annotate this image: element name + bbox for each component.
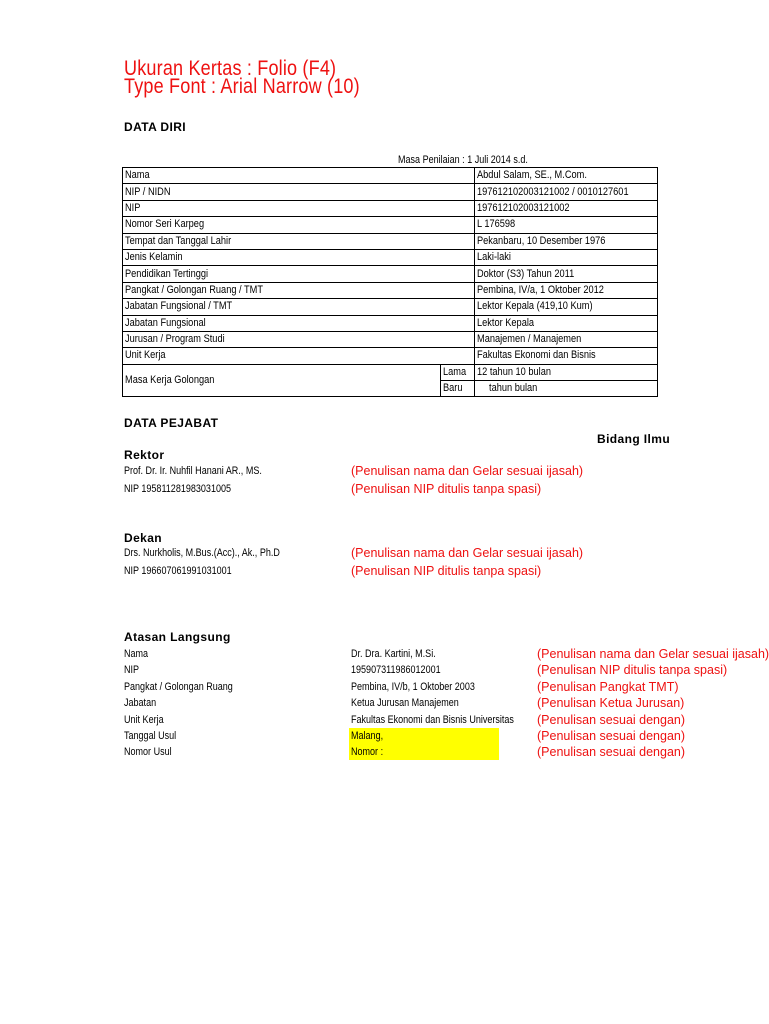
atasan-value-tanggal: Malang, [351,730,384,742]
data-diri-table [122,167,658,397]
lama-value: 12 tahun 10 bulan [474,364,657,380]
row-value: Doktor (S3) Tahun 2011 [474,266,657,282]
row-value: Laki-laki [474,249,657,265]
table-row [123,249,658,265]
baru-value: tahun bulan [474,381,657,397]
row-label: NIP / NIDN [123,184,475,200]
atasan-note-unit: (Penulisan sesuai dengan) [537,713,686,727]
atasan-label-nip: NIP [124,664,140,676]
row-value: Manajemen / Manajemen [474,331,657,347]
atasan-label-jabatan: Jabatan [124,697,157,709]
atasan-label-nomor: Nomor Usul [124,746,172,758]
atasan-note-nomor: (Penulisan sesuai dengan) [537,745,686,759]
row-value: 197612102003121002 [474,200,657,216]
rektor-name: Prof. Dr. Ir. Nuhfil Hanani AR., MS. [124,465,262,477]
row-label: Jurusan / Program Studi [123,331,475,347]
dekan-name-note: (Penulisan nama dan Gelar sesuai ijasah) [351,546,584,560]
row-label: Pendidikan Tertinggi [123,266,475,282]
row-label: Jenis Kelamin [123,249,475,265]
row-value: Lektor Kepala (419,10 Kum) [474,299,657,315]
row-value: Abdul Salam, SE., M.Com. [474,168,657,184]
row-value: Lektor Kepala [474,315,657,331]
row-label: Pangkat / Golongan Ruang / TMT [123,282,475,298]
masa-penilaian: Masa Penilaian : 1 Juli 2014 s.d. [398,154,528,166]
dekan-name: Drs. Nurkholis, M.Bus.(Acc)., Ak., Ph.D [124,547,280,559]
atasan-value-nomor: Nomor : [351,746,384,758]
table-row [123,315,658,331]
atasan-value-pangkat: Pembina, IV/b, 1 Oktober 2003 [351,681,475,693]
rektor-name-note: (Penulisan nama dan Gelar sesuai ijasah) [351,464,584,478]
rektor-nip-note: (Penulisan NIP ditulis tanpa spasi) [351,482,542,496]
rektor-nip: NIP 195811281983031005 [124,483,232,495]
table-row [123,200,658,216]
atasan-label-unit: Unit Kerja [124,714,164,726]
atasan-note-jabatan: (Penulisan Ketua Jurusan) [537,696,685,710]
row-label: Nomor Seri Karpeg [123,217,475,233]
atasan-label-nama: Nama [124,648,149,660]
atasan-label-tanggal: Tanggal Usul [124,730,177,742]
table-row [123,217,658,233]
row-label: Jabatan Fungsional [123,315,475,331]
row-value: Pekanbaru, 10 Desember 1976 [474,233,657,249]
table-row [123,299,658,315]
table-row [123,168,658,184]
paper-size-note: Ukuran Kertas : Folio (F4) [124,57,337,80]
dekan-nip: NIP 196607061991031001 [124,565,232,577]
atasan-value-nama: Dr. Dra. Kartini, M.Si. [351,648,436,660]
table-row [123,184,658,200]
baru-label: Baru [441,381,474,397]
row-label: Nama [123,168,475,184]
atasan-note-nama: (Penulisan nama dan Gelar sesuai ijasah) [537,647,769,661]
data-diri-heading: DATA DIRI [124,120,187,134]
table-row [123,364,658,380]
row-value: Pembina, IV/a, 1 Oktober 2012 [474,282,657,298]
row-label: Tempat dan Tanggal Lahir [123,233,475,249]
dekan-title: Dekan [124,531,163,545]
rektor-title: Rektor [124,448,165,462]
atasan-value-jabatan: Ketua Jurusan Manajemen [351,697,459,709]
table-row [123,266,658,282]
atasan-note-tanggal: (Penulisan sesuai dengan) [537,729,686,743]
atasan-note-nip: (Penulisan NIP ditulis tanpa spasi) [537,663,728,677]
row-label: NIP [123,200,475,216]
atasan-label-pangkat: Pangkat / Golongan Ruang [124,681,233,693]
bidang-ilmu-heading: Bidang Ilmu [597,432,671,446]
lama-label: Lama [441,364,474,380]
data-pejabat-heading: DATA PEJABAT [124,416,219,430]
atasan-note-pangkat: (Penulisan Pangkat TMT) [537,680,679,694]
masa-kerja-label: Masa Kerja Golongan [123,364,441,397]
row-label: Unit Kerja [123,348,475,364]
row-value: Fakultas Ekonomi dan Bisnis [474,348,657,364]
atasan-title: Atasan Langsung [124,630,231,644]
row-value: 197612102003121002 / 0010127601 [474,184,657,200]
dekan-nip-note: (Penulisan NIP ditulis tanpa spasi) [351,564,542,578]
table-row [123,331,658,347]
table-row [123,282,658,298]
row-label: Jabatan Fungsional / TMT [123,299,475,315]
row-value: L 176598 [474,217,657,233]
table-row [123,348,658,364]
atasan-value-nip: 195907311986012001 [351,664,441,676]
atasan-value-unit: Fakultas Ekonomi dan Bisnis Universitas [351,714,514,726]
table-row [123,233,658,249]
font-type-note: Type Font : Arial Narrow (10) [124,75,360,98]
